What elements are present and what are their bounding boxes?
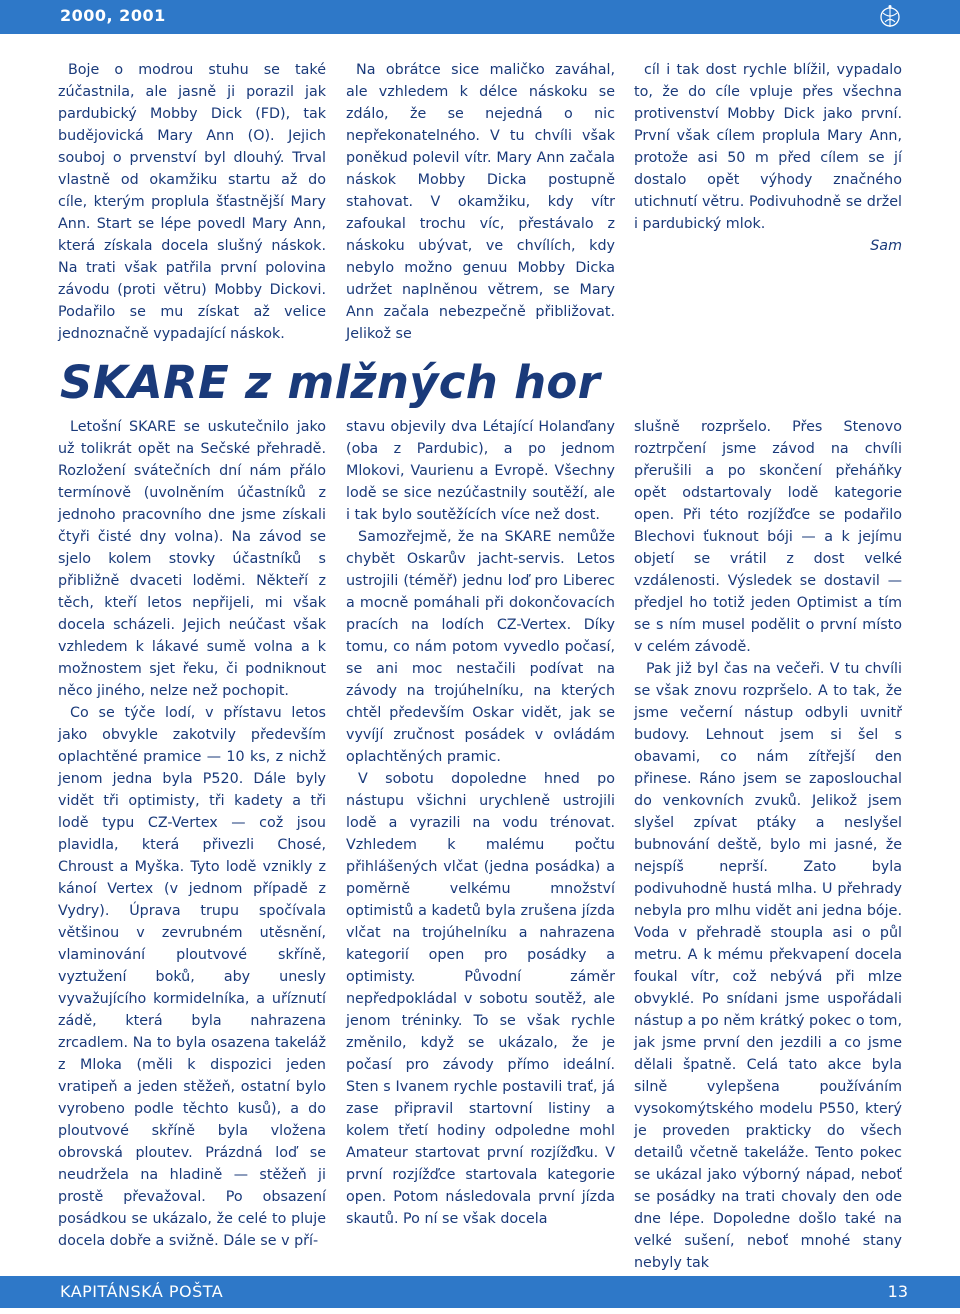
footer-bar <box>0 1276 960 1308</box>
article-column-3 <box>634 416 902 1274</box>
article-paragraph: Co se týče lodí, v přístavu letos jako obvykle zakotvily především oplachtěné pramice — 10 ks, z nichž jenom jedna byla P520. Dále byly vidět tři optimisty, tři kadety a tři lodě typu CZ-Vertex — což jsou plavidla, která přivezli Chosé, Chroust a Myška. Tyto lodě vznikly z kánoí Vertex (v jednom případě z Vydry). Úprava trupu spočívala většinou v zevrubném utěsnění, vlaminování ploutvové skříně, vyztužení boků, aby unesly vyvažujícího kormidelníka, a uříznutí zádě, která byla nahrazena zrcadlem. Na to byla osazena takeláž z Mloka (měli k dispozici jeden vratipeň a jeden stěžeň, ostatní bylo vyrobeno podle těchto kusů), a do ploutvové skříně byla vložena obrovská ploutev. Prázdná loď se neudržela na hladině — stěžeň ji prostě převažoval. Po obsazení posádkou se ukázalo, že celé to pluje docela dobře a svižně. Dále se v pří- <box>58 705 326 1249</box>
article-title: SKARE z mlžných hor <box>60 356 601 409</box>
previous-article-text: Boje o modrou stuhu se také zúčastnila, ale jasně ji porazil jak pardubický Mobby Dick (FD), tak budějovická Mary Ann (O). Jejich souboj o prvenství byl dlouhý. Trval vlastně od okamžiku startu až do cíle, kterým proplula šťastnější Mary Ann. Start se lépe povedl Mary Ann, která získala docela slušný náskok. Na trati však patřila první polovina závodu (proti větru) Mobby Dickovi. Podařilo se mu získat až velice jednoznačně vypadající náskok. <box>58 62 326 342</box>
previous-article-column-2 <box>346 59 615 345</box>
header-year: 2000, 2001 <box>60 6 166 25</box>
author-signature: Sam <box>870 238 902 254</box>
page-number: 13 <box>887 1282 908 1301</box>
article-paragraph: Samozřejmě, že na SKARE nemůže chybět Oskarův jacht-servis. Letos ustrojili (téměř) jednu loď pro Liberec a mocně pomáhali při dokončovacích pracích na lodích CZ-Vertex. Díky tomu, co nám potom vyvedlo počasí, se ani moc nestačili podívat na závody na trojúhelníku, na kterých chtěl především Oskar vidět, jak se vyvíjí zručnost posádek v ovládám oplachtěných pramic. <box>346 529 615 765</box>
article-paragraph: stavu objevily dva Létající Holanďany (oba z Pardubic), a po jednom Mlokovi, Vaurienu a Evropě. Všechny lodě se sice nezúčastnily soutěží, ale i tak bylo soutěžících více než dost. <box>346 419 615 523</box>
article-column-1 <box>58 416 326 1252</box>
previous-article-text: Na obrátce sice maličko zaváhal, ale vzhledem k délce náskoku se zdálo, že se nejedná o nic nepřekonatelného. V tu chvíli však poněkud polevil vítr. Mary Ann začala náskok Mobby Dicka postupně stahovat. V okamžiku, kdy vítr zafoukal trochu víc, přestávalo z náskoku ubývat, ve chvílích, kdy nebylo možno genuu Mobby Dicka udržet naplněnou větrem, se Mary Ann začala nebezpečně přibližovat. Jelikož se <box>346 62 615 342</box>
article-column-2 <box>346 416 615 1230</box>
publication-title: KAPITÁNSKÁ POŠTA <box>60 1282 224 1301</box>
club-emblem-icon <box>878 4 902 30</box>
previous-article-column-1 <box>58 59 326 345</box>
article-paragraph: V sobotu dopoledne hned po nástupu všichni urychleně ustrojili lodě a vyrazili na vodu trénovat. Vzhledem k malému počtu přihlášených vlčat (jedna posádka) a poměrně velkému množství optimistů a kadetů byla zrušena jízda vlčat na trojúhelníku a nahrazena kategorií open pro posádky a optimisty. Původní záměr nepředpokládal v sobotu soutěž, ale jenom tréninky. To se však rychle změnilo, když se ukázalo, že je počasí pro závody přímo ideální. Sten s Ivanem rychle postavili trať, já zase připravil startovní listiny a kolem třetí hodiny odpoledne mohl Amateur startovat první rozjížďku. V první rozjížďce startovala kategorie open. Potom následovala první jízda skautů. Po ní se však docela <box>346 771 615 1227</box>
article-paragraph: slušně rozpršelo. Přes Stenovo roztrpčení jsme závod na chvíli přerušili a po skončení přeháňky opět odstartovaly lodě kategorie open. Při této rozjížďce se podařilo Blechovi ťuknout bóji — a k jejímu objetí se vrátil z dost velké vzdálenosti. Výsledek se dostavil — předjel ho totiž jeden Optimist a tím se s ním musel podělit o první místo v celém závodě. <box>634 419 902 655</box>
article-paragraph: Pak již byl čas na večeři. V tu chvíli se však znovu rozpršelo. A to tak, že jsme večerní nástup odbyli uvnitř budovy. Lehnout jsem si šel s obavami, co nám zítřejší den přinese. Ráno jsem se zaposlouchal do venkovních zvuků. Jelikož jsem slyšel zpívat ptáky a neslyšel bubnování deště, bylo mi jasné, že nejspíš neprší. Zato byla podivuhodně hustá mlha. U přehrady nebyla pro mlhu vidět ani jedna bóje. Voda v přehradě stoupla asi o půl metru. A k mému překvapení docela foukal vítr, což nebývá při mlze obvyklé. Po snídani jsme uspořádali nástup a po něm krátký pokec o tom, jak jsme první den jezdili a co jsme dělali špatně. Celá tato akce byla silně vylepšena používáním vysokomýtského modelu P550, který je proveden prakticky do všech detailů včetně takeláže. Tento pokec se ukázal jako výborný nápad, neboť se posádky na trati chovaly den ode dne lépe. Dopoledne došlo také na velké sušení, neboť mnohé stany nebyly tak <box>634 661 902 1271</box>
header-bar <box>0 0 960 34</box>
article-paragraph: Letošní SKARE se uskutečnilo jako už tolikrát opět na Sečské přehradě. Rozložení svátečních dní nám přálo termínově (uvolněním účastníků z jednoho pracovního dne jsme získali čtyři čisté dny volna). Na závod se sjelo kolem stovky účastníků s přibližně dvaceti loděmi. Někteří z těch, kteří letos nepřijeli, mi však docela scházeli. Jejich neúčast však vzhledem k lákavé sumě volna a k možnostem sjet řeku, či podniknout něco jiného, nelze než pochopit. <box>58 419 326 699</box>
previous-article-text: cíl i tak dost rychle blížil, vypadalo to, že do cíle vpluje přes všechna protivenství Mobby Dick jako první. První však cílem proplula Mary Ann, protože asi 50 m před cílem se jí dostalo opět výhody značného utichnutí větru. Podivuhodně se držel i pardubický mlok. <box>634 62 902 232</box>
previous-article-column-3 <box>634 59 902 257</box>
